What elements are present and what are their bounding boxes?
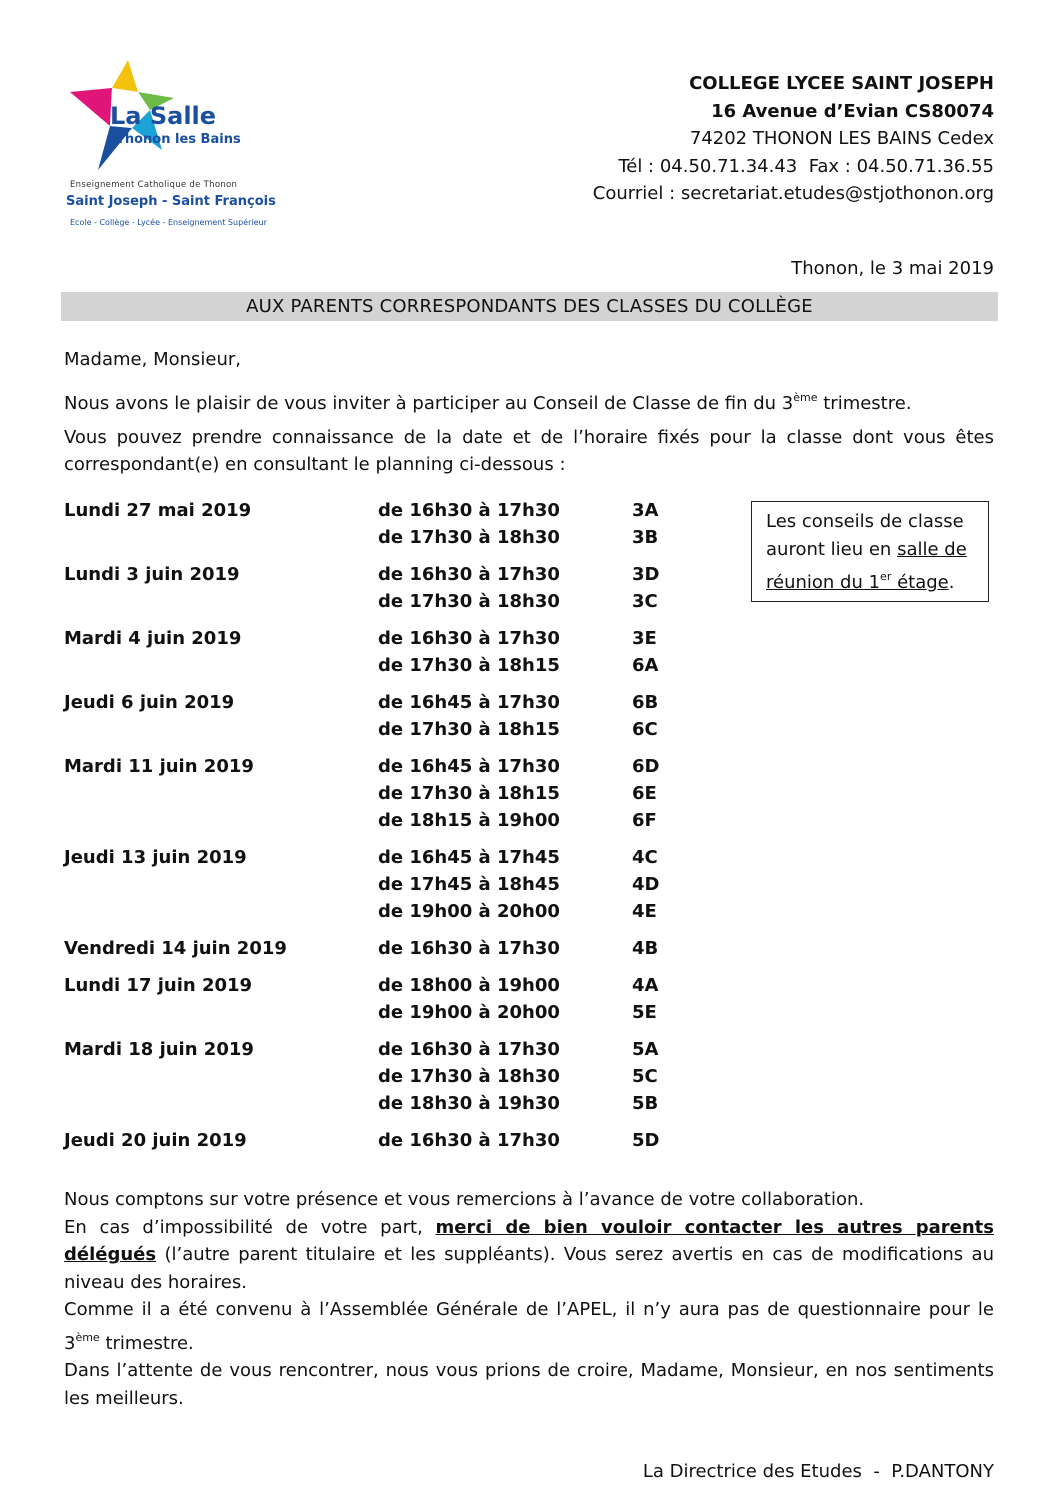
note-room-b-text: réunion du 1 <box>766 572 881 593</box>
schedule-class: 5B <box>632 1093 659 1114</box>
note-room-sup: er <box>880 570 892 583</box>
closing-p3-sup: ème <box>75 1330 100 1344</box>
school-logo <box>62 58 300 238</box>
schedule-time: de 17h30 à 18h15 <box>378 719 560 740</box>
schedule-day: Jeudi 13 juin 2019 <box>64 847 247 868</box>
schedule-class: 3B <box>632 527 659 548</box>
schedule-time: de 17h30 à 18h30 <box>378 591 560 612</box>
schedule-row <box>64 564 684 591</box>
closing-p2-after: (l’autre parent titulaire et les suppléants). Vous serez avertis en cas de modifications au niveau des horaires. <box>64 1244 994 1293</box>
schedule-day: Lundi 3 juin 2019 <box>64 564 240 585</box>
schedule-class: 4C <box>632 847 658 868</box>
schedule-time: de 19h00 à 20h00 <box>378 901 560 922</box>
schedule-class: 5D <box>632 1130 660 1151</box>
schedule-row <box>64 1002 684 1029</box>
schedule-time: de 16h45 à 17h45 <box>378 847 560 868</box>
note-period: . <box>948 572 955 593</box>
location-note-box <box>751 501 989 602</box>
school-street: 16 Avenue d’Evian CS80074 <box>711 100 994 122</box>
schedule-time: de 17h30 à 18h30 <box>378 527 560 548</box>
schedule-day: Mardi 11 juin 2019 <box>64 756 254 777</box>
invite-paragraph <box>64 384 912 417</box>
schedule-row <box>64 874 684 901</box>
schedule-row <box>64 1093 684 1120</box>
schedule-time: de 16h45 à 17h30 <box>378 756 560 777</box>
closing-p2 <box>64 1214 994 1297</box>
schedule-class: 4B <box>632 938 659 959</box>
schedule-class: 4E <box>632 901 657 922</box>
schedule-time: de 16h30 à 17h30 <box>378 938 560 959</box>
schedule-row <box>64 1066 684 1093</box>
closing-p3 <box>64 1296 994 1357</box>
schedule-class: 5E <box>632 1002 657 1023</box>
closing-p2-emphasis: merci de bien vouloir contacter les autres parents délégués <box>64 1216 994 1265</box>
school-phone: Tél : 04.50.71.34.43 Fax : 04.50.71.36.55 <box>618 155 994 177</box>
logo-levels: Ecole - Collège - Lycée - Enseignement Supérieur <box>70 218 267 227</box>
schedule-time: de 16h30 à 17h30 <box>378 500 560 521</box>
schedule-class: 4A <box>632 975 659 996</box>
schedule-time: de 16h30 à 17h30 <box>378 564 560 585</box>
logo-city: Thonon les Bains <box>116 132 241 147</box>
note-room-a: salle de <box>897 538 967 560</box>
schedule-time: de 17h30 à 18h30 <box>378 1066 560 1087</box>
schedule-row <box>64 975 684 1002</box>
salutation: Madame, Monsieur, <box>64 349 242 370</box>
schedule-day: Vendredi 14 juin 2019 <box>64 938 287 959</box>
school-email: Courriel : secretariat.etudes@stjothonon.org <box>592 183 994 204</box>
schedule-class: 4D <box>632 874 660 895</box>
schedule-class: 5A <box>632 1039 659 1060</box>
note-line-3 <box>766 563 988 597</box>
school-city: 74202 THONON LES BAINS Cedex <box>689 128 994 149</box>
schedule-row <box>64 847 684 874</box>
closing-p3-before: Comme il a été convenu à l’Assemblée Générale de l’APEL, il n’y aura pas de questionnaire pour le 3 <box>64 1299 994 1354</box>
letter-banner: AUX PARENTS CORRESPONDANTS DES CLASSES DU COLLÈGE <box>61 292 998 321</box>
schedule-row <box>64 901 684 928</box>
schedule-row <box>64 810 684 837</box>
invite-text: Nous avons le plaisir de vous inviter à participer au Conseil de Classe de fin du 3 <box>64 393 794 414</box>
note-plain: auront lieu en <box>766 538 898 560</box>
logo-schools: Saint Joseph - Saint François <box>66 194 276 209</box>
schedule-time: de 17h30 à 18h15 <box>378 655 560 676</box>
schedule-class: 5C <box>632 1066 658 1087</box>
schedule-class: 3C <box>632 591 658 612</box>
logo-subtitle: Enseignement Catholique de Thonon <box>70 180 238 190</box>
schedule-class: 3D <box>632 564 660 585</box>
schedule-time: de 16h30 à 17h30 <box>378 1130 560 1151</box>
schedule-row <box>64 783 684 810</box>
letter-date: Thonon, le 3 mai 2019 <box>791 258 994 279</box>
schedule-row <box>64 719 684 746</box>
schedule-day: Mardi 4 juin 2019 <box>64 628 242 649</box>
schedule-class: 6A <box>632 655 659 676</box>
schedule-time: de 18h15 à 19h00 <box>378 810 560 831</box>
schedule-row <box>64 628 684 655</box>
invite-end: trimestre. <box>817 393 912 414</box>
schedule-row <box>64 692 684 719</box>
schedule-row <box>64 500 684 527</box>
schedule-row <box>64 1130 684 1157</box>
schedule-time: de 17h30 à 18h15 <box>378 783 560 804</box>
schedule-time: de 18h30 à 19h30 <box>378 1093 560 1114</box>
schedule-row <box>64 591 684 618</box>
school-name: COLLEGE LYCEE SAINT JOSEPH <box>689 73 994 94</box>
schedule-time: de 16h30 à 17h30 <box>378 628 560 649</box>
schedule-class: 6F <box>632 810 657 831</box>
schedule-day: Jeudi 20 juin 2019 <box>64 1130 247 1151</box>
schedule-day: Mardi 18 juin 2019 <box>64 1039 254 1060</box>
schedule-row <box>64 655 684 682</box>
schedule-row <box>64 938 684 965</box>
schedule-day: Jeudi 6 juin 2019 <box>64 692 235 713</box>
closing-p1: Nous comptons sur votre présence et vous remercions à l’avance de votre collaboration. <box>64 1189 865 1210</box>
schedule-time: de 19h00 à 20h00 <box>378 1002 560 1023</box>
schedule-time: de 16h45 à 17h30 <box>378 692 560 713</box>
schedule-class: 6C <box>632 719 658 740</box>
schedule-class: 6B <box>632 692 659 713</box>
note-room-c: étage <box>891 572 949 593</box>
closing-p3-after: trimestre. <box>99 1332 194 1354</box>
schedule-class: 3A <box>632 500 659 521</box>
schedule-day: Lundi 17 juin 2019 <box>64 975 253 996</box>
schedule-row <box>64 527 684 554</box>
note-line-1: Les conseils de classe <box>766 511 964 532</box>
schedule-class: 6D <box>632 756 660 777</box>
schedule-time: de 17h45 à 18h45 <box>378 874 560 895</box>
invite-sup: ème <box>793 391 818 404</box>
schedule-class: 3E <box>632 628 657 649</box>
closing-p4: Dans l’attente de vous rencontrer, nous vous prions de croire, Madame, Monsieur, en nos sentiments les meilleurs. <box>64 1360 994 1409</box>
consult-paragraph: Vous pouvez prendre connaissance de la date et de l’horaire fixés pour la classe dont vous êtes correspondant(e) en consultant le planning ci-dessous : <box>64 427 994 475</box>
schedule-row <box>64 756 684 783</box>
schedule-time: de 18h00 à 19h00 <box>378 975 560 996</box>
note-line-2 <box>766 536 988 564</box>
schedule-time: de 16h30 à 17h30 <box>378 1039 560 1060</box>
closing-p2-before: En cas d’impossibilité de votre part, <box>64 1216 436 1238</box>
logo-brand: La Salle <box>110 102 217 130</box>
closing-paragraphs <box>64 1186 994 1412</box>
schedule-row <box>64 1039 684 1066</box>
schedule-day: Lundi 27 mai 2019 <box>64 500 252 521</box>
note-room-b <box>766 572 949 593</box>
schedule-class: 6E <box>632 783 657 804</box>
school-address <box>593 70 994 208</box>
signature: La Directrice des Etudes - P.DANTONY <box>642 1461 994 1482</box>
